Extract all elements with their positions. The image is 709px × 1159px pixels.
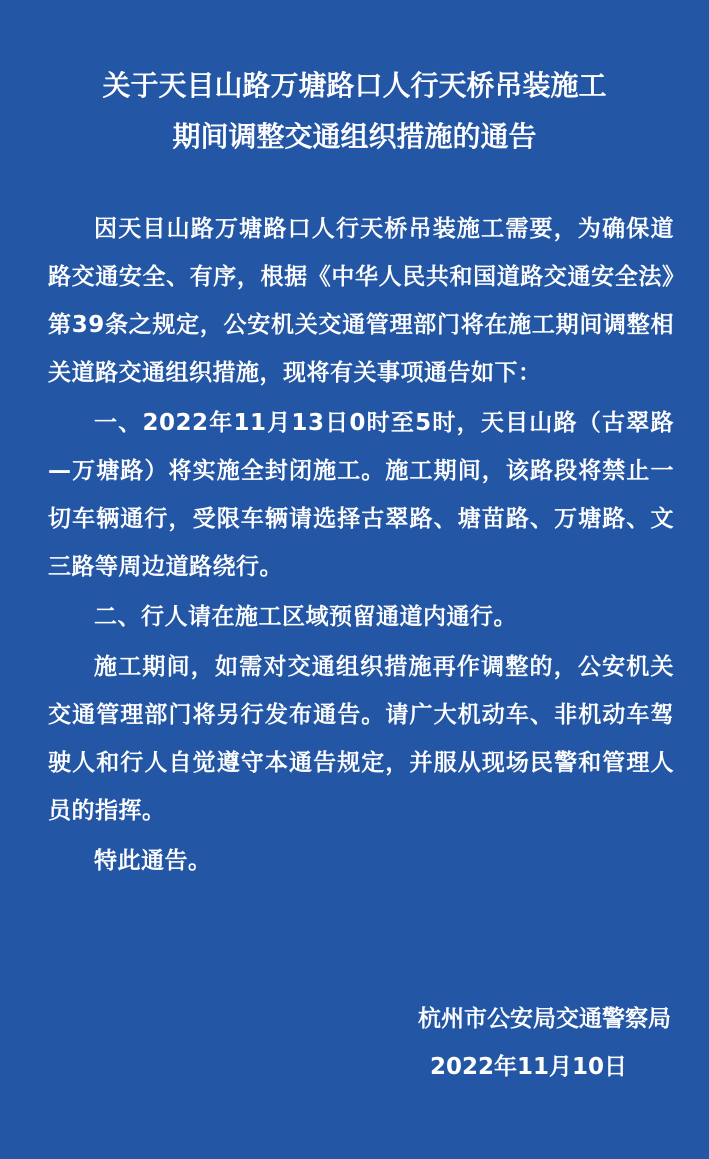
paragraph-intro: 因天目山路万塘路口人行天桥吊装施工需要，为确保道路交通安全、有序，根据《中华人民共和国道路交通安全法》第39条之规定，公安机关交通管理部门将在施工期间调整相关道路交通组织措施，现将有关事项通告如下： [48,216,674,386]
issue-date: 2022年11月10日 [429,1054,627,1080]
notice-title [0,60,709,162]
paragraph-adjustment: 施工期间，如需对交通组织措施再作调整的，公安机关交通管理部门将另行发布通告。请广大机动车、非机动车驾驶人和行人自觉遵守本通告规定，并服从现场民警和管理人员的指挥。 [48,654,674,824]
paragraph-item-2: 二、行人请在施工区域预留通道内通行。 [94,604,517,630]
paragraph-closing: 特此通告。 [94,848,212,874]
signature-block [418,995,671,1091]
title-line-1: 关于天目山路万塘路口人行天桥吊装施工 [102,69,607,102]
title-line-2: 期间调整交通组织措施的通告 [172,120,537,153]
issuer-name: 杭州市公安局交通警察局 [418,1006,671,1032]
notice-body [48,205,674,887]
paragraph-item-1: 一、2022年11月13日0时至5时，天目山路（古翠路—万塘路）将实施全封闭施工。施工期间，该路段将禁止一切车辆通行，受限车辆请选择古翠路、塘苗路、万塘路、文三路等周边道路绕行。 [48,410,674,580]
